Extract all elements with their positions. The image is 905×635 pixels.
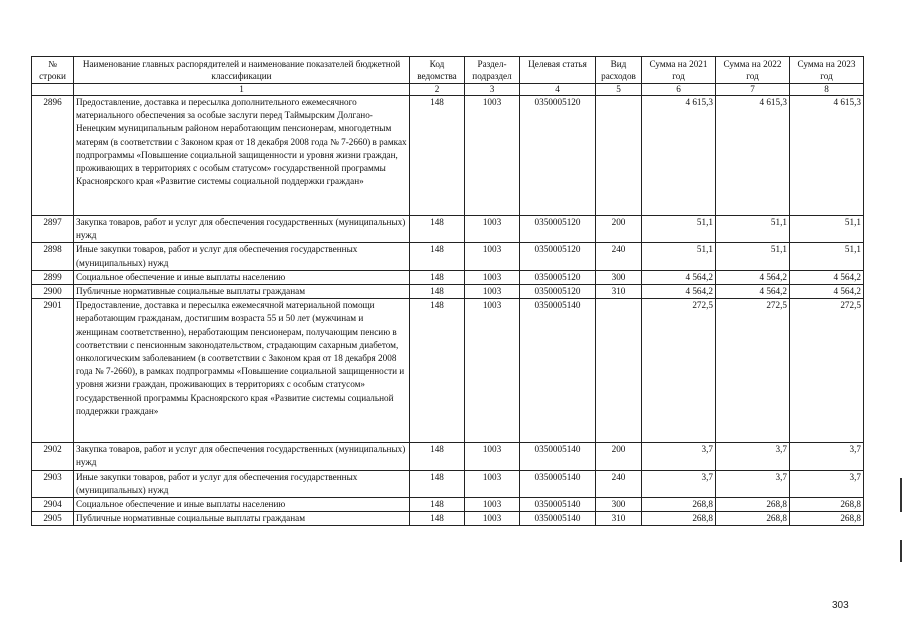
row-name: Закупка товаров, работ и услуг для обеспечения государственных (муниципальных) нужд — [74, 443, 410, 470]
row-sum-2022: 3,7 — [716, 470, 790, 497]
row-sum-2023: 272,5 — [790, 299, 864, 443]
column-number: 2 — [410, 84, 465, 96]
row-name: Закупка товаров, работ и услуг для обеспечения государственных (муниципальных) нужд — [74, 216, 410, 243]
row-target: 0350005120 — [520, 285, 596, 299]
row-section: 1003 — [465, 216, 520, 243]
column-number: 8 — [790, 84, 864, 96]
row-target: 0350005140 — [520, 299, 596, 443]
row-sum-2023: 268,8 — [790, 498, 864, 512]
row-number: 2902 — [32, 443, 74, 470]
row-target: 0350005140 — [520, 470, 596, 497]
header-section: Раздел-подраздел — [465, 57, 520, 84]
table-header — [32, 57, 864, 96]
row-sum-2023: 3,7 — [790, 470, 864, 497]
budget-table — [31, 56, 864, 526]
column-number: 4 — [520, 84, 596, 96]
row-sum-2022: 4 564,2 — [716, 270, 790, 284]
row-sum-2021: 4 564,2 — [642, 285, 716, 299]
table-row — [32, 270, 864, 284]
header-dept-code: Код ведомства — [410, 57, 465, 84]
row-name: Иные закупки товаров, работ и услуг для обеспечения государственных (муниципальных) нужд — [74, 243, 410, 270]
row-name: Публичные нормативные социальные выплаты гражданам — [74, 285, 410, 299]
column-number: 3 — [465, 84, 520, 96]
row-sum-2022: 268,8 — [716, 512, 790, 526]
row-number: 2901 — [32, 299, 74, 443]
row-sum-2021: 51,1 — [642, 243, 716, 270]
row-target: 0350005120 — [520, 96, 596, 216]
row-sum-2022: 3,7 — [716, 443, 790, 470]
row-dept-code: 148 — [410, 299, 465, 443]
row-section: 1003 — [465, 443, 520, 470]
row-expense-type: 300 — [596, 498, 642, 512]
row-sum-2022: 4 615,3 — [716, 96, 790, 216]
row-dept-code: 148 — [410, 470, 465, 497]
row-sum-2021: 3,7 — [642, 443, 716, 470]
row-section: 1003 — [465, 243, 520, 270]
table-row — [32, 512, 864, 526]
row-dept-code: 148 — [410, 96, 465, 216]
row-sum-2021: 4 564,2 — [642, 270, 716, 284]
row-sum-2023: 3,7 — [790, 443, 864, 470]
row-section: 1003 — [465, 285, 520, 299]
row-expense-type — [596, 96, 642, 216]
page-number: 303 — [832, 600, 849, 611]
header-name: Наименование главных распорядителей и наименование показателей бюджетной классификации — [74, 57, 410, 84]
row-dept-code: 148 — [410, 285, 465, 299]
row-dept-code: 148 — [410, 270, 465, 284]
row-dept-code: 148 — [410, 512, 465, 526]
table-row — [32, 470, 864, 497]
row-expense-type: 300 — [596, 270, 642, 284]
row-sum-2021: 51,1 — [642, 216, 716, 243]
row-number: 2896 — [32, 96, 74, 216]
row-section: 1003 — [465, 270, 520, 284]
row-section: 1003 — [465, 96, 520, 216]
row-target: 0350005120 — [520, 270, 596, 284]
column-number — [32, 84, 74, 96]
row-name: Социальное обеспечение и иные выплаты населению — [74, 270, 410, 284]
row-sum-2023: 4 564,2 — [790, 270, 864, 284]
row-number: 2898 — [32, 243, 74, 270]
row-number: 2897 — [32, 216, 74, 243]
row-sum-2022: 4 564,2 — [716, 285, 790, 299]
budget-page — [31, 56, 864, 526]
header-sum-2021: Сумма на 2021 год — [642, 57, 716, 84]
table-row — [32, 285, 864, 299]
row-section: 1003 — [465, 498, 520, 512]
column-number-row — [32, 84, 864, 96]
row-dept-code: 148 — [410, 443, 465, 470]
row-expense-type — [596, 299, 642, 443]
row-dept-code: 148 — [410, 498, 465, 512]
row-number: 2905 — [32, 512, 74, 526]
scan-edge-mark — [900, 478, 902, 512]
header-sum-2023: Сумма на 2023 год — [790, 57, 864, 84]
table-row — [32, 443, 864, 470]
row-expense-type: 240 — [596, 470, 642, 497]
row-sum-2022: 51,1 — [716, 243, 790, 270]
row-sum-2022: 268,8 — [716, 498, 790, 512]
row-name: Предоставление, доставка и пересылка ежемесячной материальной помощи неработающим гражданам, достигшим возраста 55 и 50 лет (мужчинам и женщинам соответственно), неработающим пенсионерам, получающим пенсию в соответствии с пенсионным законодательством, страдающим сахарным диабетом, онкологическим заболеванием (в соответствии с Законом края от 18 декабря 2008 года № 7-2660), в рамках подпрограммы «Повышение социальной защищенности и уровня жизни граждан, проживающих в территориях с особым статусом» государственной программы Красноярского края «Развитие системы социальной поддержки граждан» — [74, 299, 410, 443]
header-expense-type: Вид расходов — [596, 57, 642, 84]
row-sum-2021: 272,5 — [642, 299, 716, 443]
row-name: Предоставление, доставка и пересылка дополнительного ежемесячного материального обеспечения за особые заслуги перед Таймырским Долгано-Ненецким муниципальным районом неработающим пенсионерам, многодетным матерям (в соответствии с Законом края от 18 декабря 2008 года № 7-2660) в рамках подпрограммы «Повышение социальной защищенности и уровня жизни граждан, проживающих в территориях с особым статусом» государственной программы Красноярского края «Развитие системы социальной поддержки граждан» — [74, 96, 410, 216]
column-number: 6 — [642, 84, 716, 96]
row-target: 0350005140 — [520, 498, 596, 512]
row-sum-2023: 51,1 — [790, 243, 864, 270]
row-expense-type: 240 — [596, 243, 642, 270]
table-row — [32, 299, 864, 443]
row-expense-type: 310 — [596, 512, 642, 526]
row-sum-2021: 268,8 — [642, 498, 716, 512]
row-sum-2023: 4 564,2 — [790, 285, 864, 299]
row-sum-2022: 51,1 — [716, 216, 790, 243]
row-expense-type: 200 — [596, 443, 642, 470]
row-target: 0350005120 — [520, 243, 596, 270]
row-sum-2021: 268,8 — [642, 512, 716, 526]
row-number: 2903 — [32, 470, 74, 497]
row-sum-2021: 4 615,3 — [642, 96, 716, 216]
row-dept-code: 148 — [410, 243, 465, 270]
row-name: Публичные нормативные социальные выплаты гражданам — [74, 512, 410, 526]
row-sum-2023: 4 615,3 — [790, 96, 864, 216]
row-section: 1003 — [465, 512, 520, 526]
table-row — [32, 216, 864, 243]
table-row — [32, 243, 864, 270]
row-expense-type: 200 — [596, 216, 642, 243]
row-target: 0350005120 — [520, 216, 596, 243]
row-expense-type: 310 — [596, 285, 642, 299]
row-number: 2900 — [32, 285, 74, 299]
header-target: Целевая статья — [520, 57, 596, 84]
table-row — [32, 498, 864, 512]
row-number: 2904 — [32, 498, 74, 512]
row-section: 1003 — [465, 299, 520, 443]
row-sum-2023: 268,8 — [790, 512, 864, 526]
row-sum-2023: 51,1 — [790, 216, 864, 243]
table-row — [32, 96, 864, 216]
header-row-no: № строки — [32, 57, 74, 84]
row-target: 0350005140 — [520, 512, 596, 526]
row-sum-2021: 3,7 — [642, 470, 716, 497]
table-body — [32, 96, 864, 526]
row-dept-code: 148 — [410, 216, 465, 243]
row-name: Иные закупки товаров, работ и услуг для обеспечения государственных (муниципальных) нужд — [74, 470, 410, 497]
column-number: 7 — [716, 84, 790, 96]
row-sum-2022: 272,5 — [716, 299, 790, 443]
row-name: Социальное обеспечение и иные выплаты населению — [74, 498, 410, 512]
column-number: 5 — [596, 84, 642, 96]
scan-edge-mark — [900, 540, 902, 562]
row-number: 2899 — [32, 270, 74, 284]
header-sum-2022: Сумма на 2022 год — [716, 57, 790, 84]
row-section: 1003 — [465, 470, 520, 497]
row-target: 0350005140 — [520, 443, 596, 470]
column-number: 1 — [74, 84, 410, 96]
